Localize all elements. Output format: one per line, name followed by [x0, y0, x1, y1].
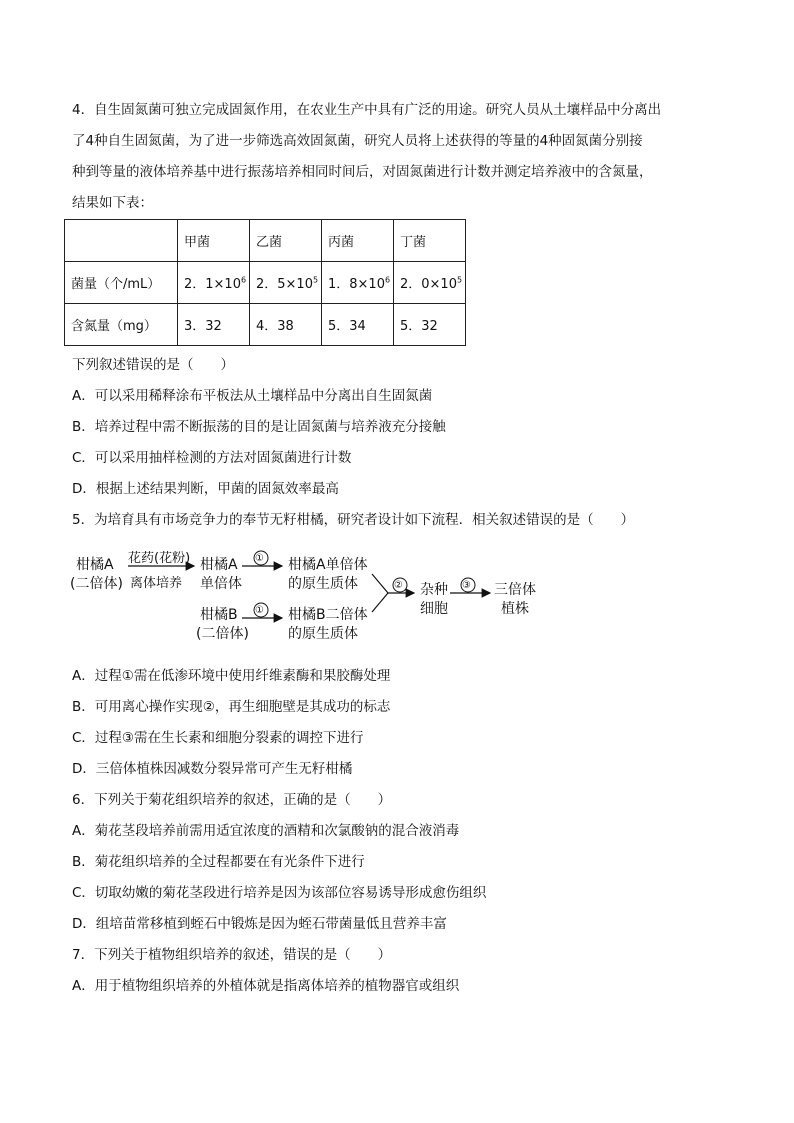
table-header-cell: 乙菌 — [250, 220, 322, 262]
q7-stem: 7．下列关于植物组织培养的叙述，错误的是（ ） — [72, 947, 392, 963]
cell-exponent: 5 — [456, 275, 463, 285]
cell-exponent: 6 — [240, 275, 247, 285]
node-protoplast-a: 柑橘A单倍体 — [288, 557, 368, 573]
merge-line-bottom — [372, 593, 388, 612]
q4-stem-line-1: 4．自生固氮菌可独立完成固氮作用，在农业生产中具有广泛的用途。研究人员从土壤样品中分离出 — [72, 102, 662, 118]
node-hybrid: 杂种 — [420, 582, 448, 598]
q5-option-d: D．三倍体植株因减数分裂异常可产生无籽柑橘 — [72, 761, 353, 777]
table-row — [65, 304, 466, 346]
table-cell: 4．38 — [250, 304, 322, 346]
q5-option-c: C．过程③需在生长素和细胞分裂素的调控下进行 — [72, 730, 364, 746]
table-cell — [394, 262, 466, 304]
table-header-row — [65, 220, 466, 262]
q4-prompt: 下列叙述错误的是（ ） — [72, 357, 234, 373]
table-header-cell: 丁菌 — [394, 220, 466, 262]
q4-stem-line-3: 种到等量的液体培养基中进行振荡培养相同时间后，对固氮菌进行计数并测定培养液中的含氮量， — [72, 164, 653, 180]
q4-option-b: B．培养过程中需不断振荡的目的是让固氮菌与培养液充分接触 — [72, 419, 446, 435]
q6-option-c: C．切取幼嫩的菊花茎段进行培养是因为该部位容易诱导形成愈伤组织 — [72, 885, 487, 901]
q4-option-c: C．可以采用抽样检测的方法对固氮菌进行计数 — [72, 450, 352, 466]
table-row-label: 菌量（个/mL） — [65, 262, 178, 304]
table-row — [65, 262, 466, 304]
node-citrus-b-ploidy: (二倍体) — [196, 626, 249, 642]
node-protoplast-b: 柑橘B二倍体 — [288, 607, 368, 623]
q4-stem-line-2: 了4种自生固氮菌，为了进一步筛选高效固氮菌，研究人员将上述获得的等量的4种固氮菌分别接 — [72, 133, 643, 149]
table-cell: 5．32 — [394, 304, 466, 346]
node-triploid: 三倍体 — [494, 582, 536, 598]
cell-value: 2．5×10 — [256, 277, 313, 292]
table-row-label: 含氮量（mg） — [65, 304, 178, 346]
cell-value: 2．1×10 — [184, 277, 241, 292]
q5-stem: 5．为培育具有市场竞争力的奉节无籽柑橘，研究者设计如下流程．相关叙述错误的是（ ） — [72, 512, 635, 528]
result-table — [64, 219, 466, 346]
step2-label: ② — [394, 580, 403, 591]
q6-option-d: D．组培苗常移植到蛭石中锻炼是因为蛭石带菌量低且营养丰富 — [72, 916, 447, 932]
table-header-cell — [65, 220, 178, 262]
node-citrus-a-label: 柑橘A — [76, 557, 114, 573]
node-protoplast-b-sub: 的原生质体 — [288, 626, 358, 642]
q4-stem-line-4: 结果如下表： — [72, 195, 153, 211]
arrow1-bottom-label: 离体培养 — [130, 576, 183, 591]
table-cell: 3．32 — [178, 304, 250, 346]
step3-label: ③ — [462, 580, 471, 591]
node-citrus-b-label: 柑橘B — [200, 607, 238, 623]
merge-line-top — [372, 574, 388, 593]
cell-exponent: 6 — [384, 275, 391, 285]
cell-value: 2．0×10 — [400, 277, 457, 292]
q4-option-d: D．根据上述结果判断，甲菌的固氮效率最高 — [72, 481, 339, 497]
breeding-flow-diagram — [70, 548, 550, 648]
table-cell: 5．34 — [322, 304, 394, 346]
cell-exponent: 5 — [312, 275, 319, 285]
q6-option-b: B．菊花组织培养的全过程都要在有光条件下进行 — [72, 854, 365, 870]
table-cell — [250, 262, 322, 304]
node-haploid-label: 柑橘A — [200, 557, 238, 573]
q5-option-b: B．可用离心操作实现②，再生细胞壁是其成功的标志 — [72, 699, 391, 715]
q6-option-a: A．菊花茎段培养前需用适宜浓度的酒精和次氯酸钠的混合液消毒 — [72, 823, 460, 839]
step1-label-b: ① — [255, 605, 264, 616]
q6-stem: 6．下列关于菊花组织培养的叙述，正确的是（ ） — [72, 792, 392, 808]
q4-option-a: A．可以采用稀释涂布平板法从土壤样品中分离出自生固氮菌 — [72, 388, 433, 404]
q5-option-a: A．过程①需在低渗环境中使用纤维素酶和果胶酶处理 — [72, 668, 391, 684]
node-hybrid-sub: 细胞 — [420, 601, 448, 617]
table-header-cell: 丙菌 — [322, 220, 394, 262]
table-header-cell: 甲菌 — [178, 220, 250, 262]
step1-label-a: ① — [255, 553, 264, 564]
q7-option-a: A．用于植物组织培养的外植体就是指离体培养的植物器官或组织 — [72, 978, 460, 994]
table-cell — [178, 262, 250, 304]
cell-value: 1．8×10 — [328, 277, 385, 292]
arrow1-top-label: 花药(花粉) — [128, 551, 191, 566]
node-triploid-sub: 植株 — [501, 601, 529, 617]
node-protoplast-a-sub: 的原生质体 — [288, 576, 358, 592]
table-cell — [322, 262, 394, 304]
node-haploid-sub: 单倍体 — [200, 576, 242, 592]
node-citrus-a-ploidy: (二倍体) — [70, 576, 123, 592]
